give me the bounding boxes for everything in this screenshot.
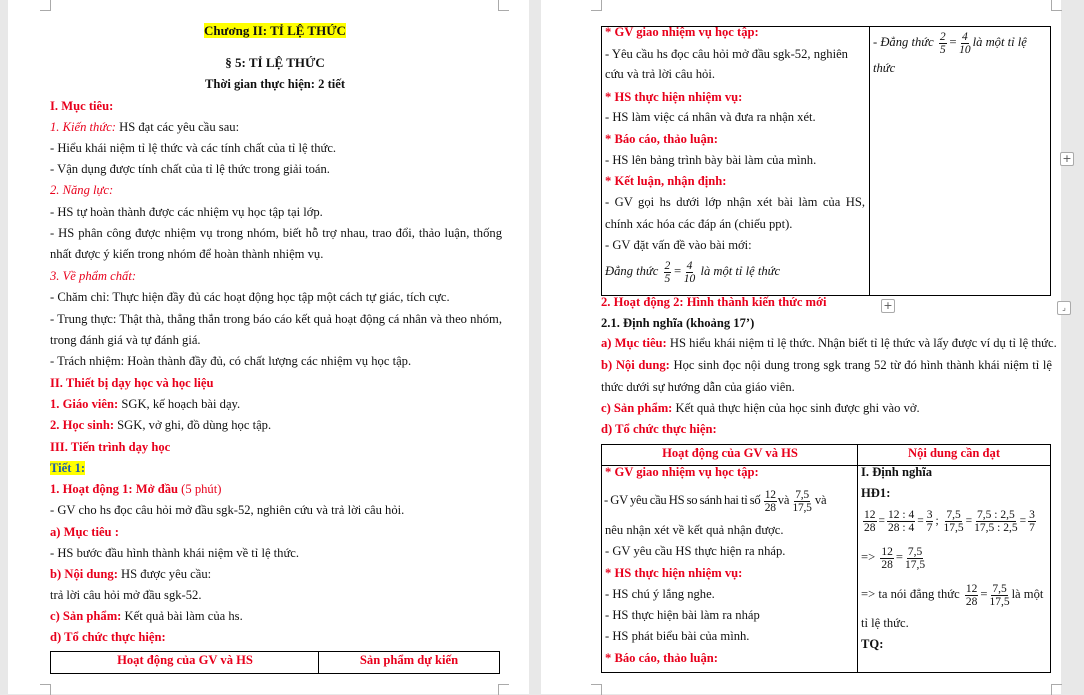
period-label: Tiết 1:	[50, 461, 86, 475]
paragraph: a) Mục tiêu: HS hiểu khái niệm tỉ lệ thức. Nhận biết tỉ lệ thức và lấy được ví dụ tỉ lệ thức.	[601, 336, 1057, 350]
paragraph: 2. Học sinh: SGK, vở ghi, đồ dùng học tập.	[50, 418, 272, 432]
task-heading: * GV giao nhiệm vụ học tập:	[605, 25, 759, 39]
cell-text: nêu nhận xét về kết quả nhận được.	[605, 523, 784, 537]
cell-text: - HS chú ý lắng nghe.	[605, 587, 715, 601]
cell-text: - Yêu cầu hs đọc câu hỏi mở đầu sgk-52, nghiên	[605, 47, 848, 61]
fraction: $\frac{7,5}{17,5}$	[792, 488, 812, 514]
cell-text: - GV đặt vấn đề vào bài mới:	[605, 238, 752, 252]
paragraph: thức dưới sự hướng dẫn của giáo viên.	[601, 380, 795, 394]
activity-label: HĐ1:	[861, 486, 891, 500]
paragraph: - HS tự hoàn thành được các nhiệm vụ học tập tại lớp.	[50, 205, 323, 219]
document-page-1	[8, 0, 529, 694]
subheading: a) Mục tiêu :	[50, 525, 119, 539]
subheading: 2. Năng lực:	[50, 183, 114, 197]
math-statement: Đẳng thức $\frac{2}{5}$ = $\frac{4}{10}$ là một tỉ lệ thức	[605, 259, 781, 285]
definition-title: I. Định nghĩa	[861, 465, 933, 479]
document-page-2	[541, 0, 1061, 694]
section-heading: III. Tiến trình dạy học	[50, 440, 171, 454]
table-add-column-plus-icon[interactable]: +	[1060, 152, 1074, 166]
paragraph: - Trung thực: Thật thà, thẳng thắn trong báo cáo kết quả hoạt động cá nhân và theo nhóm,	[50, 312, 502, 326]
paragraph: - GV cho hs đọc câu hỏi mở đầu sgk-52, nghiên cứu và trả lời câu hỏi.	[50, 503, 405, 517]
paragraph: c) Sản phẩm: Kết quả thực hiện của học sinh được ghi vào vở.	[601, 401, 920, 415]
cell-text: - HS làm việc cá nhân và đưa ra nhận xét.	[605, 110, 816, 124]
fraction: $\frac{12}{28}$	[764, 488, 776, 514]
cell-text: - HS lên bảng trình bày bài làm của mình.	[605, 153, 817, 167]
margin-corner-mark	[498, 684, 509, 695]
table-divider	[869, 26, 870, 296]
margin-corner-mark	[1051, 0, 1062, 11]
paragraph: - Trách nhiệm: Hoàn thành đầy đủ, có chất lượng các nhiệm vụ học tập.	[50, 354, 412, 368]
expected-product: - Đẳng thức $\frac{2}{5}$ = $\frac{4}{10}$ là một tỉ lệ	[873, 30, 1027, 56]
table-header-cell: Hoạt động của GV và HS	[117, 653, 253, 667]
math-conclusion: => $\frac{12}{28}$ = $\frac{7,5}{17,5}$	[861, 545, 926, 571]
activity-heading: 2. Hoạt động 2: Hình thành kiến thức mới	[601, 295, 827, 309]
fraction: $\frac{4}{10}$	[959, 30, 971, 56]
paragraph: 1. Kiến thức: HS đạt các yêu cầu sau:	[50, 120, 240, 134]
paragraph: - Hiểu khái niệm tỉ lệ thức và các tính chất của tỉ lệ thức.	[50, 141, 337, 155]
fraction: $\frac{2}{5}$	[664, 259, 671, 285]
fraction: $\frac{4}{10}$	[683, 259, 696, 285]
table-resize-handle-icon[interactable]: ⌟	[1057, 301, 1071, 315]
margin-corner-mark	[591, 684, 602, 695]
paragraph: b) Nội dung: Học sinh đọc nội dung trong sgk trang 52 từ đó hình thành khái niệm tỉ lệ	[601, 358, 1052, 372]
paragraph: - Vận dụng được tính chất của tỉ lệ thức trong giải toán.	[50, 162, 330, 176]
margin-corner-mark	[1051, 684, 1062, 695]
subheading: d) Tổ chức thực hiện:	[50, 630, 166, 644]
table-divider	[857, 444, 858, 673]
paragraph: c) Sản phẩm: Kết quả bài làm của hs.	[50, 609, 243, 623]
expected-product: thức	[873, 61, 896, 75]
cell-text: - GV yêu cầu HS so sánh hai tỉ số $\frac{12}{28}$ và $\frac{7,5}{17,5}$ và	[604, 488, 827, 514]
cell-text: cứu và trả lời câu hỏi.	[605, 67, 715, 81]
section-heading: I. Mục tiêu:	[50, 99, 114, 113]
task-heading: * HS thực hiện nhiệm vụ:	[605, 90, 743, 104]
margin-corner-mark	[498, 0, 509, 11]
cell-text: - HS phát biểu bài của mình.	[605, 629, 750, 643]
table-add-row-plus-icon[interactable]: +	[881, 299, 895, 313]
margin-corner-mark	[591, 0, 602, 11]
chapter-title: Chương II: TỈ LỆ THỨC	[204, 23, 346, 38]
math-conclusion: => ta nói đẳng thức $\frac{12}{28}$ = $\frac{7,5}{17,5}$ là một	[861, 582, 1044, 608]
cell-text: chính xác hóa các đáp án (chiếu ppt).	[605, 217, 793, 231]
cell-text: - GV yêu cầu HS thực hiện ra nháp.	[605, 544, 786, 558]
margin-corner-mark	[40, 0, 51, 11]
table-header-cell: Nội dung cần đạt	[907, 446, 1001, 460]
margin-corner-mark	[40, 684, 51, 695]
math-computation: $\frac{12}{28}$ = $\frac{12 : 4}{28 : 4}$ = $\frac{3}{7}$ ; $\frac{7,5}{17,5}$ = $\frac{7,5 : 2,5}{17,5 : 2,5}$ = $\frac{3}{7}$	[864, 508, 1035, 534]
general-form-label: TQ:	[861, 637, 884, 651]
table-header-cell: Sản phẩm dự kiến	[359, 653, 459, 667]
paragraph: nhất được ý kiến trong nhóm để hoàn thành nhiệm vụ.	[50, 247, 324, 261]
task-heading: * Báo cáo, thảo luận:	[605, 651, 719, 665]
task-heading: * GV giao nhiệm vụ học tập:	[605, 465, 759, 479]
cell-text: - HS thực hiện bài làm ra nháp	[605, 608, 760, 622]
paragraph: b) Nội dung: HS được yêu cầu:	[50, 567, 212, 581]
duration: Thời gian thực hiện: 2 tiết	[204, 77, 346, 91]
cell-text: - GV gọi hs dưới lớp nhận xét bài làm của HS,	[605, 195, 865, 209]
paragraph: - HS bước đầu hình thành khái niệm về tỉ lệ thức.	[50, 546, 300, 560]
paragraph: - HS phân công được nhiệm vụ trong nhóm, biết hỗ trợ nhau, trao đổi, thảo luận, thống	[50, 226, 502, 240]
cell-text: tỉ lệ thức.	[861, 616, 909, 630]
task-heading: * HS thực hiện nhiệm vụ:	[605, 566, 743, 580]
section-heading: II. Thiết bị dạy học và học liệu	[50, 376, 214, 390]
paragraph: trong đánh giá và tự đánh giá.	[50, 333, 201, 347]
task-heading: * Báo cáo, thảo luận:	[605, 132, 719, 146]
table-header-cell: Hoạt động của GV và HS	[662, 446, 798, 460]
subheading: 3. Về phẩm chất:	[50, 269, 137, 283]
paragraph: - Chăm chỉ: Thực hiện đầy đủ các hoạt động học tập một cách tự giác, tích cực.	[50, 290, 450, 304]
paragraph: trả lời câu hỏi mở đầu sgk-52.	[50, 588, 202, 602]
lesson-title: § 5: TỈ LỆ THỨC	[225, 55, 325, 70]
task-heading: * Kết luận, nhận định:	[605, 174, 727, 188]
subheading: d) Tổ chức thực hiện:	[601, 422, 717, 436]
activity-heading: 1. Hoạt động 1: Mở đầu (5 phút)	[50, 482, 222, 496]
fraction: $\frac{2}{5}$	[939, 30, 946, 56]
subsection-heading: 2.1. Định nghĩa (khoảng 17’)	[601, 316, 755, 330]
paragraph: 1. Giáo viên: SGK, kế hoạch bài dạy.	[50, 397, 241, 411]
